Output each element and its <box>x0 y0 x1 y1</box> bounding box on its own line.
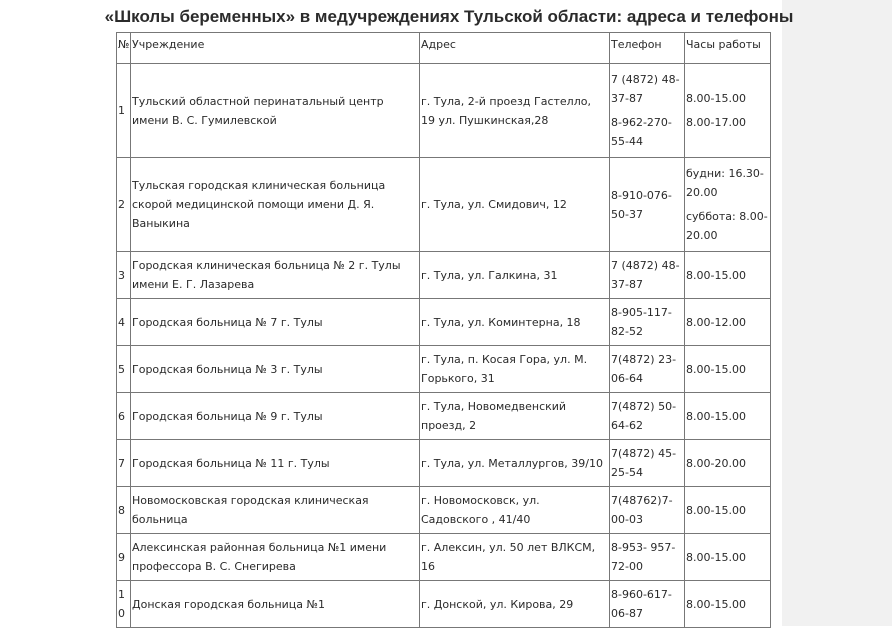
hours-value: 8.00-15.00 <box>686 550 746 564</box>
phone-value: 7 (4872) 48-37-87 <box>611 259 680 291</box>
row-hours <box>685 252 771 299</box>
row-phone <box>610 299 685 346</box>
row-phone <box>610 158 685 252</box>
row-institution: Городская клиническая больница № 2 г. Тулы имени Е. Г. Лазарева <box>131 252 420 299</box>
row-institution: Городская больница № 9 г. Тулы <box>131 393 420 440</box>
phone-value: 7 (4872) 48-37-87 <box>611 73 680 105</box>
hours-value: 8.00-15.00 <box>686 362 746 376</box>
phone-value: 7(48762)7-00-03 <box>611 494 673 526</box>
row-institution: Алексинская районная больница №1 имени профессора В. С. Снегирева <box>131 534 420 581</box>
row-institution: Тульский областной перинатальный центр имени В. С. Гумилевской <box>131 64 420 158</box>
hours-value: 8.00-15.00 <box>686 268 746 282</box>
row-number: 6 <box>117 393 131 440</box>
phone-value: 7(4872) 45-25-54 <box>611 447 677 479</box>
hours-value: будни: 16.30-20.00 <box>686 167 764 199</box>
row-phone <box>610 534 685 581</box>
row-number: 2 <box>117 158 131 252</box>
clinics-table <box>116 32 771 628</box>
phone-value: 8-910-076-50-37 <box>611 188 672 221</box>
table-row <box>117 299 771 346</box>
row-hours <box>685 346 771 393</box>
row-address: г. Новомосковск, ул. Садовского , 41/40 <box>420 487 610 534</box>
row-institution: Донская городская больница №1 <box>131 581 420 628</box>
phone-value: 8-905-117-82-52 <box>611 306 672 338</box>
table-header-row <box>117 33 771 64</box>
row-phone <box>610 64 685 158</box>
row-address: г. Тула, Новомедвенский проезд, 2 <box>420 393 610 440</box>
row-hours <box>685 393 771 440</box>
row-address: г. Тула, ул. Смидович, 12 <box>420 158 610 252</box>
table-row <box>117 487 771 534</box>
table-row <box>117 346 771 393</box>
table-row <box>117 64 771 158</box>
hours-value: 8.00-12.00 <box>686 315 746 329</box>
hours-value: суббота: 8.00-20.00 <box>686 210 768 242</box>
row-hours <box>685 64 771 158</box>
row-hours <box>685 534 771 581</box>
header-hours: Часы работы <box>685 33 771 64</box>
row-address: г. Тула, ул. Коминтерна, 18 <box>420 299 610 346</box>
row-phone <box>610 487 685 534</box>
row-address: г. Алексин, ул. 50 лет ВЛКСМ, 16 <box>420 534 610 581</box>
header-address: Адрес <box>420 33 610 64</box>
row-address: г. Тула, ул. Галкина, 31 <box>420 252 610 299</box>
row-number: 8 <box>117 487 131 534</box>
header-num: № <box>117 33 131 64</box>
row-hours <box>685 158 771 252</box>
row-phone <box>610 581 685 628</box>
table-row <box>117 252 771 299</box>
right-side-panel <box>782 0 892 626</box>
row-number: 9 <box>117 534 131 581</box>
row-institution: Городская больница № 7 г. Тулы <box>131 299 420 346</box>
row-number: 1 <box>117 64 131 158</box>
phone-value: 7(4872) 50-64-62 <box>611 400 677 432</box>
row-hours <box>685 487 771 534</box>
hours-value: 8.00-15.00 <box>686 597 746 611</box>
hours-value: 8.00-20.00 <box>686 456 746 470</box>
row-number: 7 <box>117 440 131 487</box>
phone-value: 8-960-617-06-87 <box>611 588 672 620</box>
page-title: «Школы беременных» в медучреждениях Тульской области: адреса и телефоны <box>104 7 794 26</box>
row-institution: Тульская городская клиническая больница скорой медицинской помощи имени Д. Я. Ваныкина <box>131 158 420 252</box>
row-phone <box>610 393 685 440</box>
hours-value: 8.00-15.00 <box>686 92 746 105</box>
row-number: 5 <box>117 346 131 393</box>
row-hours <box>685 581 771 628</box>
header-phone: Телефон <box>610 33 685 64</box>
hours-value: 8.00-15.00 <box>686 503 746 517</box>
header-institution: Учреждение <box>131 33 420 64</box>
hours-value: 8.00-15.00 <box>686 409 746 423</box>
table-row <box>117 158 771 252</box>
row-hours <box>685 299 771 346</box>
table-row <box>117 581 771 628</box>
table-row <box>117 393 771 440</box>
row-address: г. Тула, 2-й проезд Гастелло, 19 ул. Пушкинская,28 <box>420 64 610 158</box>
row-address: г. Тула, п. Косая Гора, ул. М. Горького, 31 <box>420 346 610 393</box>
row-institution: Городская больница № 3 г. Тулы <box>131 346 420 393</box>
row-phone <box>610 440 685 487</box>
table-row <box>117 534 771 581</box>
row-phone <box>610 346 685 393</box>
phone-value: 8-953- 957-72-00 <box>611 541 676 573</box>
row-number: 10 <box>117 581 131 628</box>
hours-value: 8.00-17.00 <box>686 116 746 129</box>
row-institution: Новомосковская городская клиническая больница <box>131 487 420 534</box>
table-row <box>117 440 771 487</box>
phone-value: 8-962-270-55-44 <box>611 116 672 148</box>
row-hours <box>685 440 771 487</box>
row-phone <box>610 252 685 299</box>
row-number: 3 <box>117 252 131 299</box>
row-institution: Городская больница № 11 г. Тулы <box>131 440 420 487</box>
row-address: г. Тула, ул. Металлургов, 39/10 <box>420 440 610 487</box>
row-number: 4 <box>117 299 131 346</box>
phone-value: 7(4872) 23-06-64 <box>611 353 677 385</box>
row-address: г. Донской, ул. Кирова, 29 <box>420 581 610 628</box>
